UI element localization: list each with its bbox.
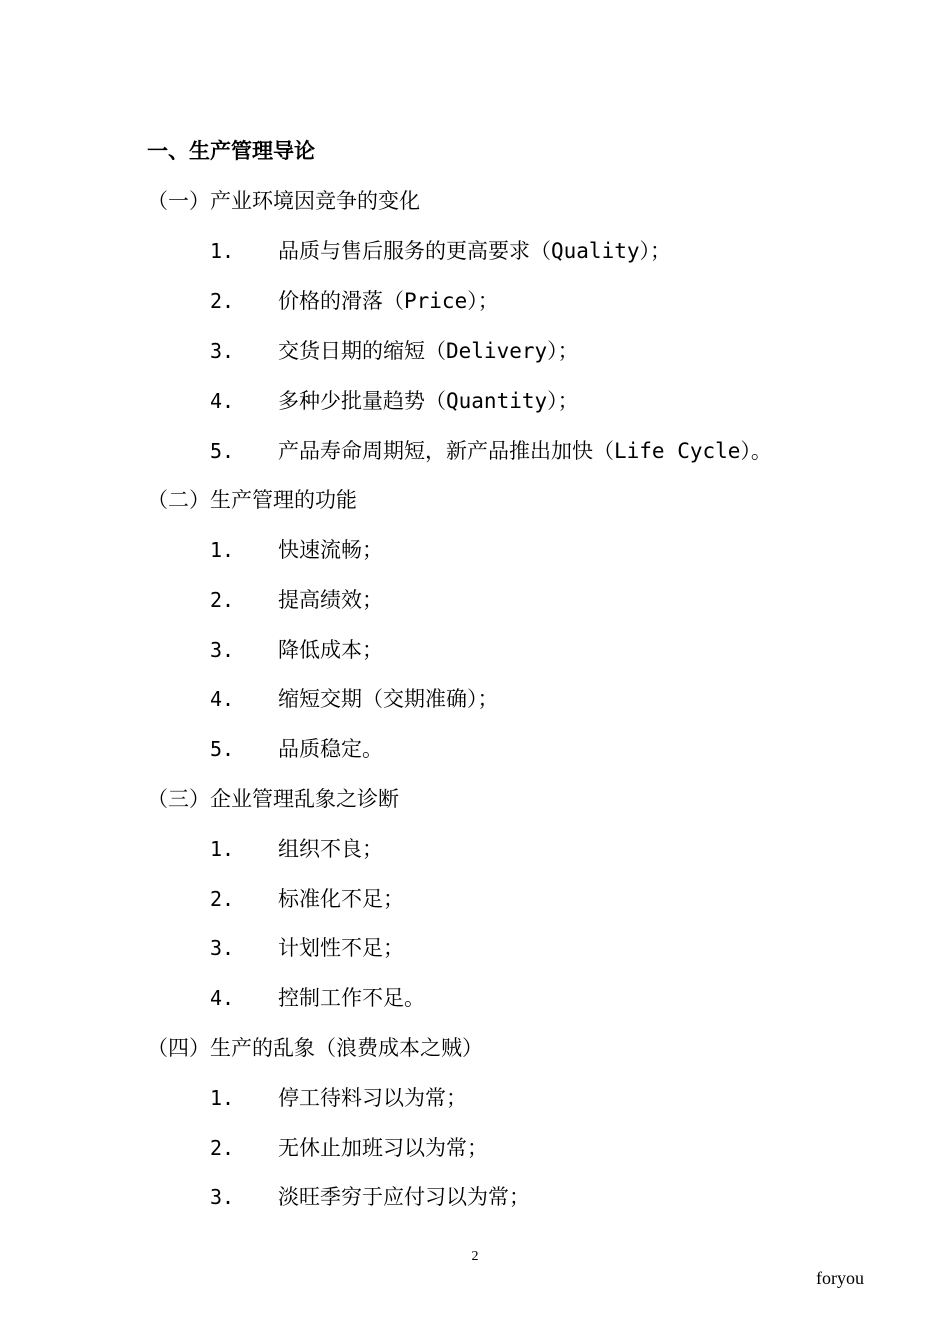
list-item-text: 多种少批量趋势（Quantity）； [278, 389, 579, 413]
list-item-number: 4. [210, 986, 235, 1010]
list-item-text: 快速流畅； [278, 538, 383, 562]
list-item-number: 1. [210, 538, 235, 562]
list-item-text: 淡旺季穷于应付习以为常； [278, 1185, 530, 1209]
list-item-number: 4. [210, 389, 235, 413]
list-item-text: 提高绩效； [278, 588, 383, 612]
list-item-text: 标准化不足； [278, 887, 404, 911]
section-heading-4: （四）生产的乱象（浪费成本之贼） [147, 1036, 483, 1060]
list-item-text: 缩短交期（交期准确）； [278, 687, 499, 711]
page-number: 2 [471, 1249, 479, 1264]
section-heading-1: （一）产业环境因竞争的变化 [147, 189, 420, 213]
list-item-number: 1. [210, 837, 235, 861]
list-item-text: 品质与售后服务的更高要求（Quality）； [278, 239, 672, 263]
list-item-text: 降低成本； [278, 638, 383, 662]
list-item-text: 停工待料习以为常； [278, 1086, 467, 1110]
list-item-text: 控制工作不足。 [278, 986, 425, 1010]
list-item-text: 产品寿命周期短，新产品推出加快（Life Cycle）。 [278, 439, 772, 463]
list-item-number: 1. [210, 1086, 235, 1110]
list-item-text: 价格的滑落（Price）； [278, 289, 499, 313]
list-item-text: 交货日期的缩短（Delivery）； [278, 339, 579, 363]
list-item-number: 2. [210, 588, 235, 612]
list-item-number: 3. [210, 936, 235, 960]
list-item-text: 无休止加班习以为常； [278, 1136, 488, 1160]
section-heading-2: （二）生产管理的功能 [147, 488, 357, 512]
footer-brand: foryou [816, 1268, 864, 1288]
page-title: 一、生产管理导论 [147, 139, 315, 163]
list-item-number: 3. [210, 638, 235, 662]
section-heading-3: （三）企业管理乱象之诊断 [147, 787, 399, 811]
list-item-number: 3. [210, 1185, 235, 1209]
list-item-number: 3. [210, 339, 235, 363]
list-item-number: 5. [210, 439, 235, 463]
list-item-text: 组织不良； [278, 837, 383, 861]
list-item-number: 2. [210, 289, 235, 313]
list-item-text: 计划性不足； [278, 936, 404, 960]
list-item-number: 5. [210, 737, 235, 761]
list-item-number: 2. [210, 1136, 235, 1160]
list-item-number: 1. [210, 239, 235, 263]
list-item-number: 2. [210, 887, 235, 911]
list-item-text: 品质稳定。 [278, 737, 383, 761]
list-item-number: 4. [210, 687, 235, 711]
